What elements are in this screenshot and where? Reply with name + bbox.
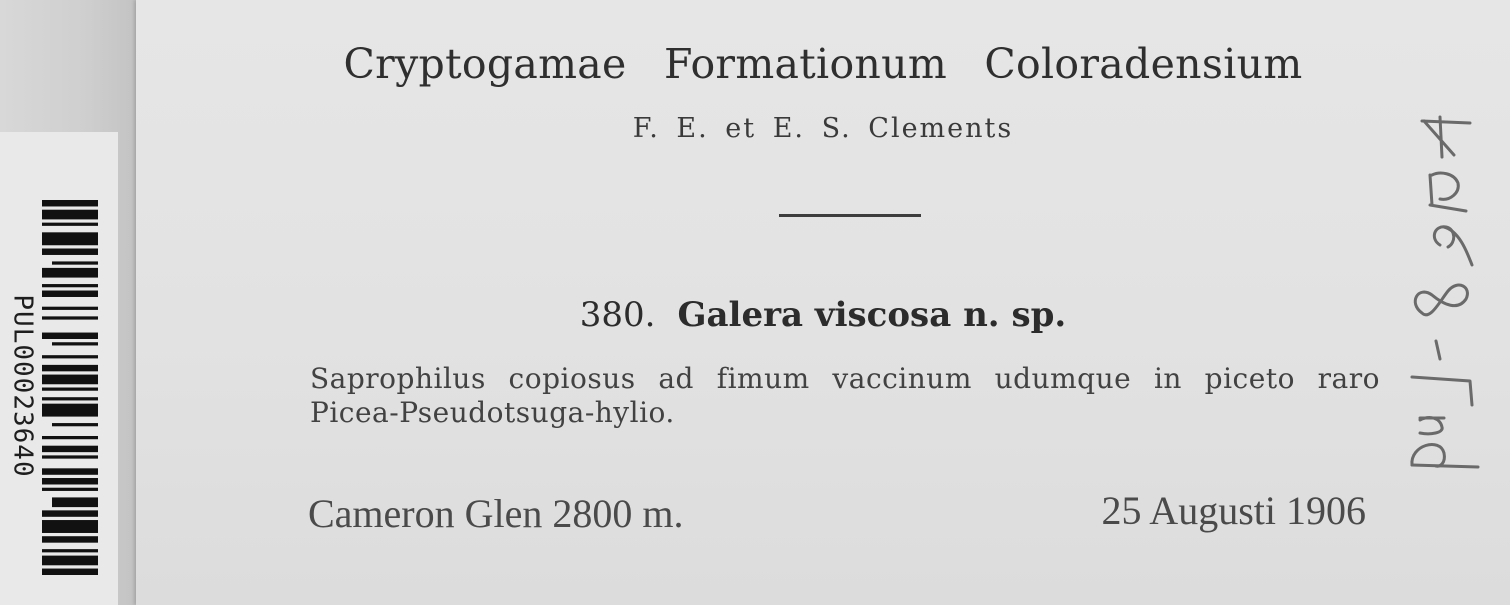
barcode-bar [42,365,98,371]
barcode-bar [42,355,98,358]
barcode-bar [42,232,98,245]
barcode-bar [42,223,98,226]
handwritten-accession-number [1400,115,1495,475]
barcode-bar [42,307,98,310]
barcode-bar [42,291,98,297]
collection-date: 25 Augusti 1906 [1101,488,1366,533]
barcode-bar [42,536,98,542]
barcode-bar [52,261,98,264]
barcode-bar [52,342,98,345]
barcode-bar [42,478,98,484]
barcode-bar [42,248,98,254]
exsiccata-number: 380. [579,295,656,335]
label-title: Cryptogamae Formationum Coloradensium [343,40,1303,88]
species-name: Galera viscosa n. sp. [677,295,1067,335]
habitat-description: Saprophilus copiosus ad fimum vaccinum udumque in piceto raro Picea-Pseudotsuga-hylio. [310,362,1380,429]
barcode-bar [42,549,98,552]
barcode-bar [42,404,98,417]
barcode-bar [52,497,98,507]
barcode-bar [42,200,98,206]
barcode-bar [42,510,98,516]
barcode-bar [42,436,98,439]
barcode-bar [42,210,98,220]
barcode-bar [42,468,98,474]
specimen-label [136,0,1510,605]
barcode-bar [42,268,98,278]
barcode-bar [42,569,98,575]
barcode-bar [42,333,98,339]
barcode-graphic [42,200,98,575]
barcode-bar [42,520,98,533]
label-authors: F. E. et E. S. Clements [632,113,1014,144]
barcode-number [3,286,43,486]
barcode-bar [42,488,98,491]
barcode-bar [42,284,98,287]
divider-rule [779,214,921,217]
barcode-bar [42,556,98,566]
barcode-bar [42,316,98,319]
barcode-bar [42,388,98,391]
barcode-bar [42,455,98,458]
barcode-number-text: PUL00023640 [8,294,38,478]
barcode-bar [42,375,98,385]
species-line [136,295,1510,335]
collection-locality: Cameron Glen 2800 m. [308,491,684,536]
barcode-bar [42,446,98,452]
barcode-bar [52,423,98,426]
barcode-bar [42,397,98,400]
